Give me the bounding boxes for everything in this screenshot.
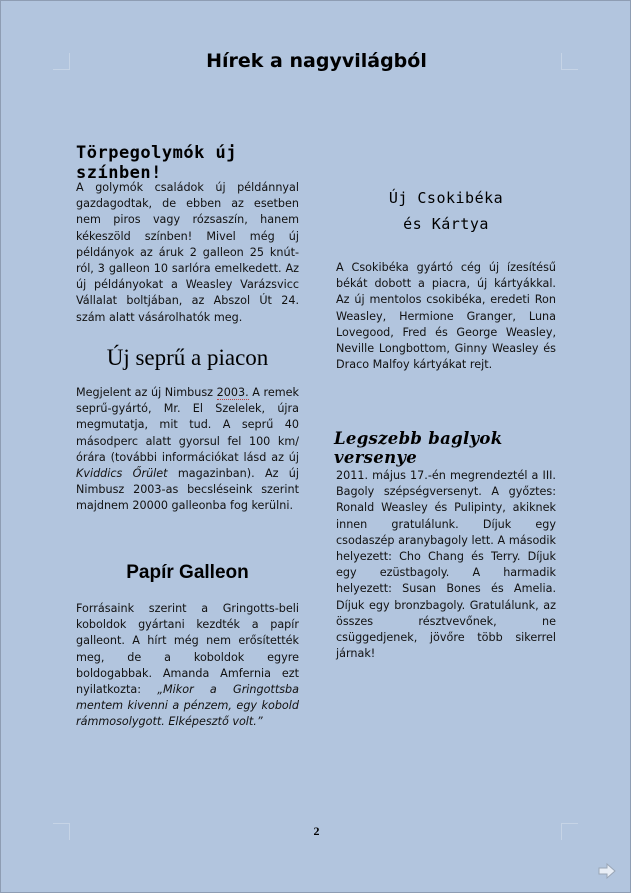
arrow-right-icon (598, 863, 616, 879)
seppru-text-3: magazinban). Az új Nimbusz 2003-as becsléseink szerint majdnem 20000 galleonba fog kerülni. (76, 467, 299, 513)
seppru-magazine-title: Kviddics Őrület (76, 467, 168, 481)
article-body-baglyok: 2011. május 17.-én megrendeztél a III. Bagoly szépségversenyt. A győztes: Ronald Weasley és Pulipinty, akiknek innen gratulálunk. Díjuk egy csodaszép aranybagoly lett. A második helyezett: Cho Chang és Terry. Díjuk egy ezüstbagoly. A harmadik helyezett: Susan Bones és Amelia. Díjuk egy bronzbagoly. Gratulálunk, az összes résztvevőnek, ne csüggedjenek, jövőre több sikerrel járnak! (336, 469, 556, 661)
page-title: Hírek a nagyvilágból (206, 50, 427, 72)
article-body-papir-galleon (76, 601, 299, 731)
article-body-csokibeka: A Csokibéka gyártó cég új ízesítésű békát dobott a piacra, új kártyákkal. Az új mentolos csokibéka, eredeti Ron Weasley, Hermione Granger, Luna Lovegood, Fred és George Weasley, Neville Longbottom, Ginny Weasley és Draco Malfoy kártyákat rejt. (336, 261, 556, 372)
papir-text: Forrásaink szerint a Gringotts-beli koboldok gyártani kezdték a papír galleont. A hírt még nem erősítették meg, de a koboldok egyre boldogabbak. Amanda Amfernia ezt nyilatkozta: (76, 602, 299, 697)
article-heading-torpegolymok: Törpegolymók új színben! (76, 143, 238, 183)
page-number: 2 (313, 824, 320, 838)
seppru-year: 2003. (216, 386, 249, 399)
seppru-text-1: Megjelent az új Nimbusz (76, 386, 217, 399)
article-body-seppru (76, 385, 299, 515)
csoki-heading-line2: és Kártya (403, 215, 489, 233)
article-heading-papir-galleon: Papír Galleon (126, 562, 249, 583)
papir-quote: „Mikor a Gringottsba mentem kivenni a pénzem, egy kobold rámmosolygott. Elképesztő volt.” (76, 683, 299, 729)
seppru-text-2: A remek seprű-gyártó, Mr. El Szelelek, újra megmutatja, mit tud. A seprű 40 másodperc alatt gyorsul fel 100 km/órára (további információkat lásd az új (76, 386, 299, 464)
article-body-torpegolymok: A golymók családok új példánnyal gazdagodtak, de ebben az esetben nem piros vagy rózsaszín, hanem kékeszöld színben! Mivel még új példányok az áruk 2 galleon 25 knút-ról, 3 galleon 10 sarlóra emelkedett. Az új példányokat a Weasley Varázsvicc Vállalat boltjában, az Abszol Út 24. szám alatt vásárolhatók meg. (76, 181, 299, 324)
article-heading-csokibeka (336, 185, 556, 237)
article-heading-baglyok: Legszebb baglyok versenye (334, 429, 503, 467)
next-page-button[interactable] (598, 863, 616, 879)
article-heading-seppru: Új seprű a piacon (106, 345, 269, 370)
csoki-heading-line1: Új Csokibéka (388, 189, 504, 207)
